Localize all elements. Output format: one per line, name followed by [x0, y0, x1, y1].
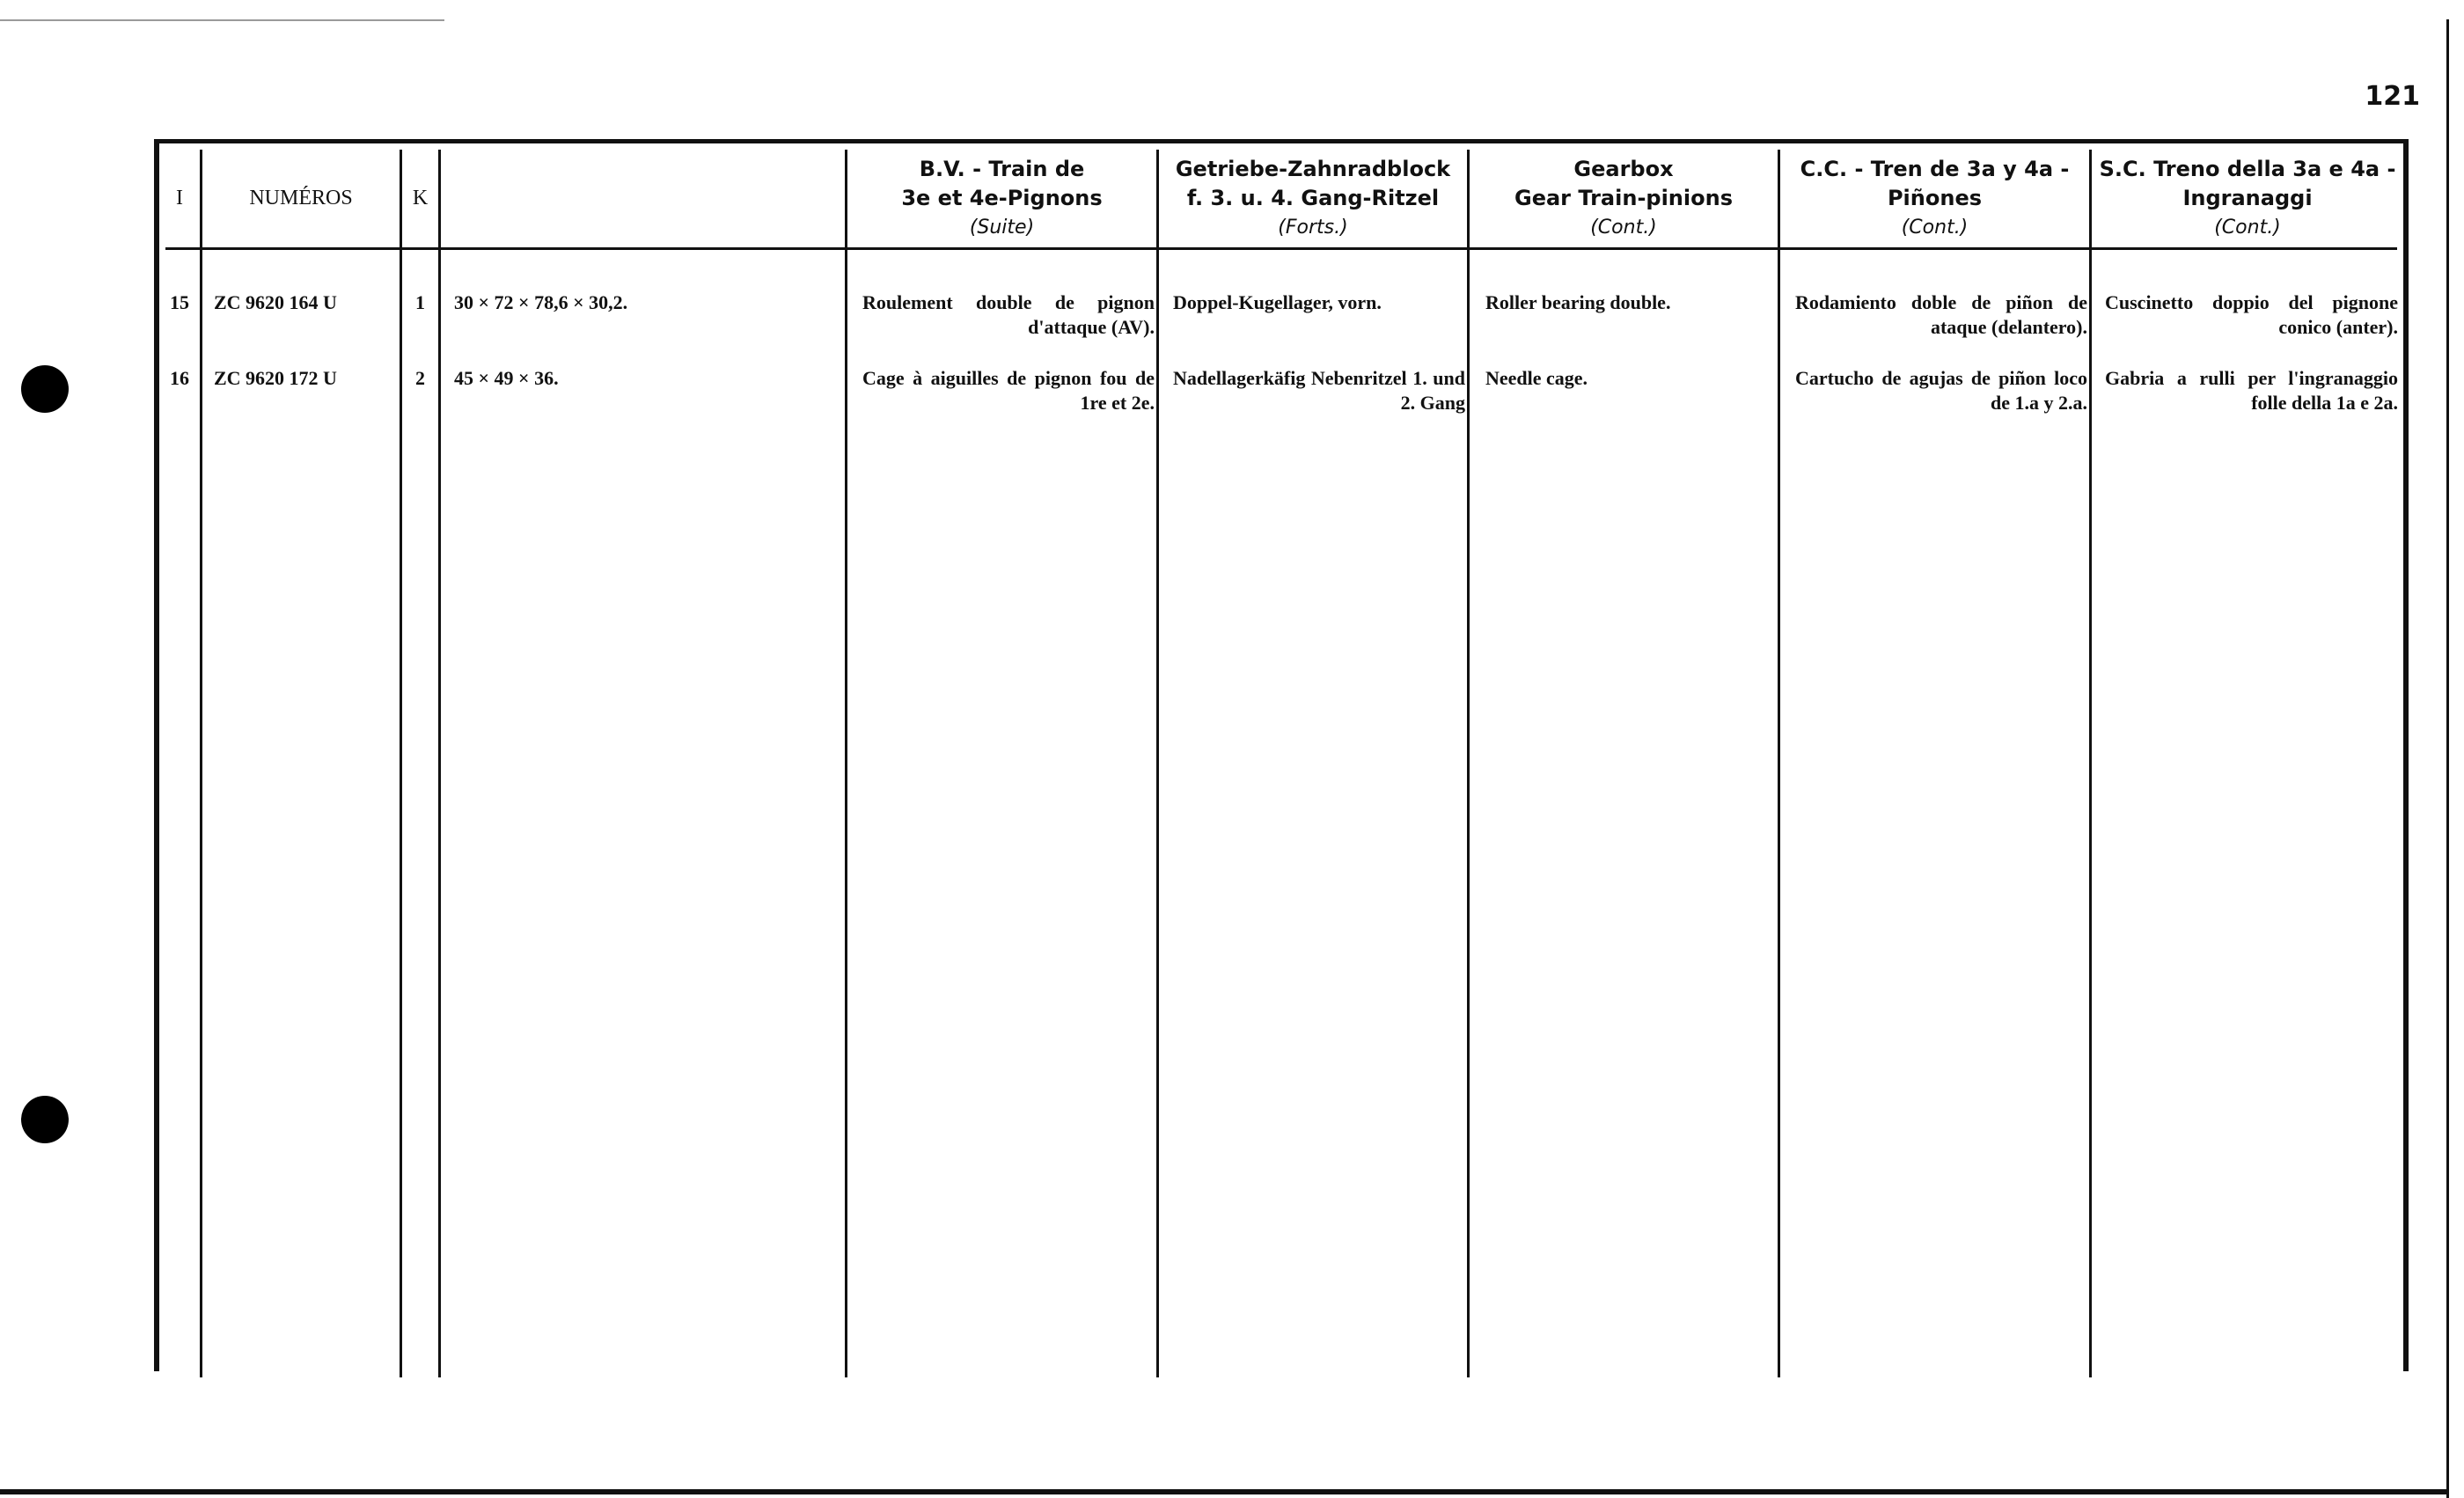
header-german: Getriebe-Zahnradblock f. 3. u. 4. Gang-Ritzel (Forts.)	[1175, 156, 1451, 239]
column-divider	[1156, 150, 1159, 1377]
header-separator	[165, 247, 2397, 250]
description-english: Roller bearing double.	[1485, 291, 1671, 313]
part-number: ZC 9620 172 U	[214, 367, 337, 389]
binder-hole-lower	[21, 1096, 69, 1143]
dimensions: 30 × 72 × 78,6 × 30,2.	[454, 291, 628, 313]
header-k: K	[412, 186, 429, 209]
column-divider	[1467, 150, 1470, 1377]
header-index: I	[176, 186, 183, 209]
row-index: 16	[170, 367, 189, 389]
right-edge-rule	[2446, 19, 2449, 1498]
description-italian: Cuscinetto doppio del pignone conico (anter).	[2105, 291, 2398, 338]
description-spanish: Rodamiento doble de piñon de ataque (delantero).	[1795, 291, 2087, 338]
column-divider	[845, 150, 847, 1377]
column-divider	[2089, 150, 2092, 1377]
column-divider	[200, 150, 202, 1377]
part-number: ZC 9620 164 U	[214, 291, 337, 313]
top-edge-rule	[0, 19, 444, 21]
table-left-border	[154, 139, 159, 1371]
description-french: Roulement double de pignon d'attaque (AV).	[862, 291, 1155, 338]
table-right-border	[2403, 139, 2409, 1371]
bottom-edge-rule	[0, 1489, 2449, 1494]
description-italian: Gabria a rulli per l'ingranaggio folle della 1a e 2a.	[2105, 367, 2398, 414]
quantity-k: 2	[415, 367, 425, 389]
column-divider	[1778, 150, 1780, 1377]
quantity-k: 1	[415, 291, 425, 313]
description-german: Nadellagerkäfig Nebenritzel 1. und 2. Gang	[1173, 367, 1465, 414]
header-spanish: C.C. - Tren de 3a y 4a - Piñones (Cont.)	[1800, 156, 2070, 239]
page-number: 121	[2365, 81, 2420, 112]
table-top-border	[154, 139, 2409, 143]
header-french: B.V. - Train de 3e et 4e-Pignons (Suite)	[901, 156, 1103, 239]
header-numeros: NUMÉROS	[249, 186, 353, 209]
row-index: 15	[170, 291, 189, 313]
description-spanish: Cartucho de agujas de piñon loco de 1.a y 2.a.	[1795, 367, 2087, 414]
column-divider	[438, 150, 441, 1377]
column-divider	[400, 150, 402, 1377]
description-french: Cage à aiguilles de pignon fou de 1re et 2e.	[862, 367, 1155, 414]
dimensions: 45 × 49 × 36.	[454, 367, 559, 389]
header-english: Gearbox Gear Train-pinions (Cont.)	[1514, 156, 1733, 239]
binder-hole-upper	[21, 365, 69, 413]
description-german: Doppel-Kugellager, vorn.	[1173, 291, 1382, 313]
header-italian: S.C. Treno della 3a e 4a - Ingranaggi (Cont.)	[2099, 156, 2396, 239]
description-english: Needle cage.	[1485, 367, 1588, 389]
